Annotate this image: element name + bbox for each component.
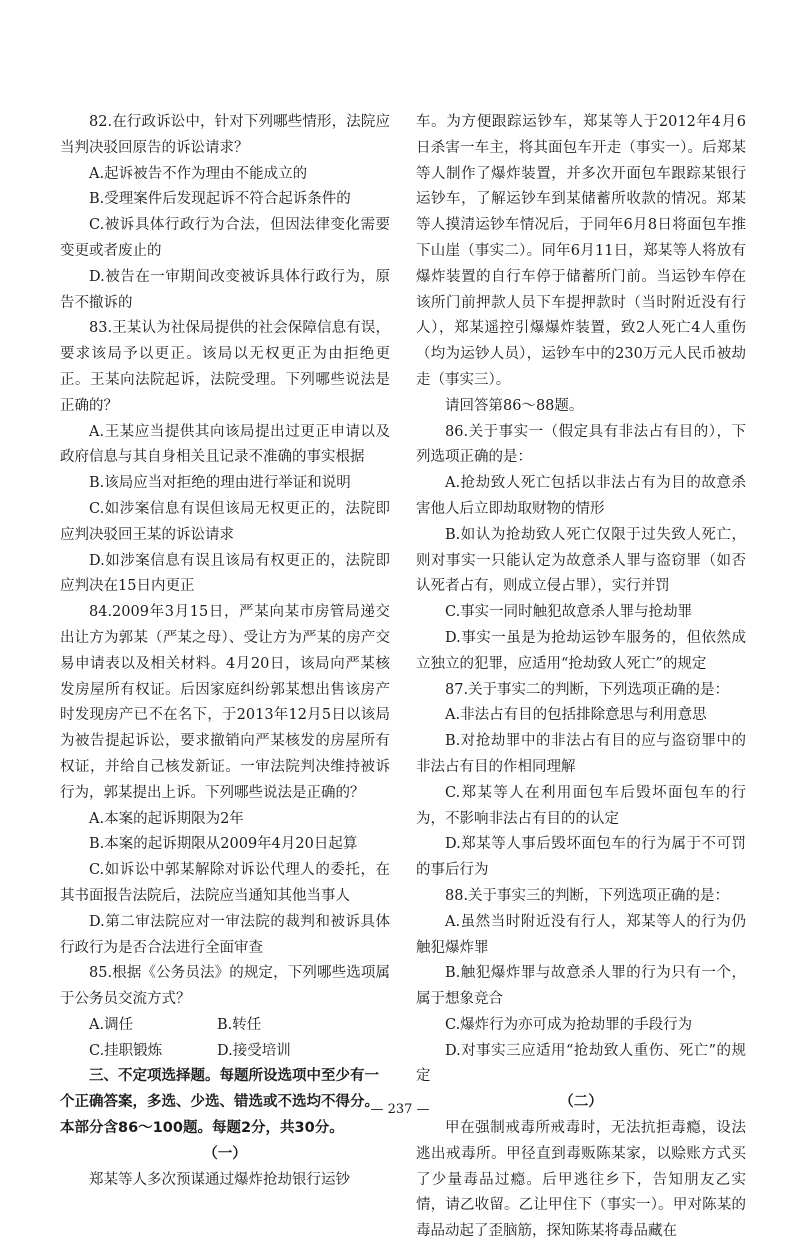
q88-option-b: B.触犯爆炸罪与故意杀人罪的行为只有一个，属于想象竞合 — [416, 965, 746, 1008]
q82-option-b: B.受理案件后发现起诉不符合起诉条件的 — [89, 191, 351, 208]
q85-option-c: C.挂职锻炼 — [89, 1042, 163, 1059]
q84-option-a: A.本案的起诉期限为2年 — [89, 810, 244, 827]
q88-option-a: A.虽然当时附近没有行人，郑某等人的行为仍触犯爆炸罪 — [416, 913, 746, 956]
q82-stem: 82.在行政诉讼中，针对下列哪些情形，法院应当判决驳回原告的诉讼请求？ — [60, 114, 390, 156]
q85-options-row2 — [60, 1039, 390, 1065]
q84-option-b: B.本案的起诉期限从2009年4月20日起算 — [89, 836, 358, 853]
q88-option-c: C.爆炸行为亦可成为抢劫罪的手段行为 — [445, 1016, 693, 1033]
q87-option-a: A.非法占有目的包括排除意思与利用意思 — [445, 707, 707, 724]
q83-stem: 83.王某认为社保局提供的社会保障信息有误，要求该局予以更正。该局以无权更正为由拒绝更正。王某向法院起诉，法院受理。下列哪些说法是正确的？ — [60, 320, 390, 414]
case-1-intro: 郑某等人多次预谋通过爆炸抢劫银行运钞 — [89, 1171, 350, 1188]
q84-option-c: C.如诉讼中郭某解除对诉讼代理人的委托，在其书面报告法院后，法院应当通知其他当事人 — [60, 862, 390, 904]
q85-option-d: D.接受培训 — [217, 1042, 291, 1059]
q83-option-d: D.如涉案信息有误且该局有权更正的，法院即应判决在15日内更正 — [60, 552, 390, 595]
q88-stem: 88.关于事实三的判断，下列选项正确的是： — [445, 887, 730, 904]
q87-option-c: C.郑某等人在利用面包车后毁坏面包车的行为，不影响非法占有目的的认定 — [416, 784, 746, 827]
q85-option-a: A.调任 — [89, 1016, 134, 1033]
case-2-text: 甲在强制戒毒所戒毒时，无法抗拒毒瘾，设法逃出戒毒所。甲径直到毒贩陈某家，以赊账方式买了少量毒品过瘾。后甲逃往乡下，告知朋友乙实情，请乙收留。乙让甲住下（事实一）。甲对陈某的毒品动起了歪脑筋，探知陈某将毒品藏在 — [416, 1120, 746, 1240]
question-prompt: 请回答第86～88题。 — [445, 397, 584, 414]
q86-option-a: A.抢劫致人死亡包括以非法占有为目的故意杀害他人后立即劫取财物的情形 — [416, 475, 746, 517]
q84-stem: 84.2009年3月15日，严某向某市房管局递交出让方为郭某（严某之母）、受让方为严某的房产交易申请表以及相关材料。4月20日，该局向严某核发房屋所有权证。后因家庭纠纷郭某想出售该房产时发现房产已不在名下，于2013年12月5日以该局为被告提起诉讼，要求撤销向严某核发的房屋所有权证，并给自己核发新证。一审法院判决维持被诉行为，郭某提出上诉。下列哪些说法是正确的？ — [60, 604, 390, 801]
q86-option-c: C.事实一同时触犯故意杀人罪与抢劫罪 — [445, 604, 693, 621]
q83-option-c: C.如涉案信息有误但该局无权更正的，法院即应判决驳回王某的诉讼请求 — [60, 500, 390, 543]
q82-option-d: D.被告在一审期间改变被诉具体行政行为，原告不撤诉的 — [60, 268, 390, 311]
subsection-2-heading: （二） — [559, 1094, 603, 1111]
case-1-text: 车。为方便跟踪运钞车，郑某等人于2012年4月6日杀害一车主，将其面包车开走（事实一）。后郑某等人制作了爆炸装置，并多次开面包车跟踪某银行运钞车，了解运钞车到某储蓄所收款的情况。郑某等人摸清运钞车情况后，于同年6月8日将面包车推下山崖（事实二）。同年6月11日，郑某等人将放有爆炸装置的自行车停于储蓄所门前。当运钞车停在该所门前押款人员下车提押款时（当时附近没有行人），郑某遥控引爆爆炸装置，致2人死亡4人重伤（均为运钞人员），运钞车中的230万元人民币被劫走（事实三）。 — [416, 114, 746, 388]
q86-option-b: B.如认为抢劫致人死亡仅限于过失致人死亡，则对事实一只能认定为故意杀人罪与盗窃罪（如否认死者占有，则成立侵占罪），实行并罚 — [416, 526, 746, 595]
q84-option-d: D.第二审法院应对一审法院的裁判和被诉具体行政行为是否合法进行全面审查 — [60, 913, 390, 956]
q85-options-row1 — [60, 1013, 390, 1039]
q87-stem: 87.关于事实二的判断，下列选项正确的是： — [445, 681, 730, 698]
left-column — [60, 110, 390, 1193]
q87-option-b: B.对抢劫罪中的非法占有目的应与盗窃罪中的非法占有目的作相同理解 — [416, 733, 746, 775]
q83-option-a: A.王某应当提供其向该局提出过更正申请以及政府信息与其自身相关且记录不准确的事实根据 — [60, 423, 390, 466]
q86-stem: 86.关于事实一（假定具有非法占有目的），下列选项正确的是： — [416, 423, 746, 466]
q83-option-b: B.该局应当对拒绝的理由进行举证和说明 — [89, 475, 351, 492]
right-column — [416, 110, 746, 1245]
q88-option-d: D.对事实三应适用“抢劫致人重伤、死亡”的规定 — [416, 1042, 746, 1085]
q85-option-b: B.转任 — [217, 1016, 262, 1033]
q82-option-a: A.起诉被告不作为理由不能成立的 — [89, 165, 308, 182]
q87-option-d: D.郑某等人事后毁坏面包车的行为属于不可罚的事后行为 — [416, 836, 746, 879]
subsection-1-heading: （一） — [203, 1145, 247, 1162]
section-3-heading: 三、不定项选择题。每题所设选项中至少有一个正确答案，多选、少选、错选或不选均不得分。本部分含86～100题。每题2分，共30分。 — [60, 1068, 379, 1137]
q86-option-d: D.事实一虽是为抢劫运钞车服务的，但依然成立独立的犯罪，应适用“抢劫致人死亡”的规定 — [416, 629, 746, 672]
q85-stem: 85.根据《公务员法》的规定，下列哪些选项属于公务员交流方式？ — [60, 965, 390, 1008]
q82-option-c: C.被诉具体行政行为合法，但因法律变化需要变更或者废止的 — [60, 217, 390, 259]
page-number: — 237 — — [370, 1102, 430, 1117]
